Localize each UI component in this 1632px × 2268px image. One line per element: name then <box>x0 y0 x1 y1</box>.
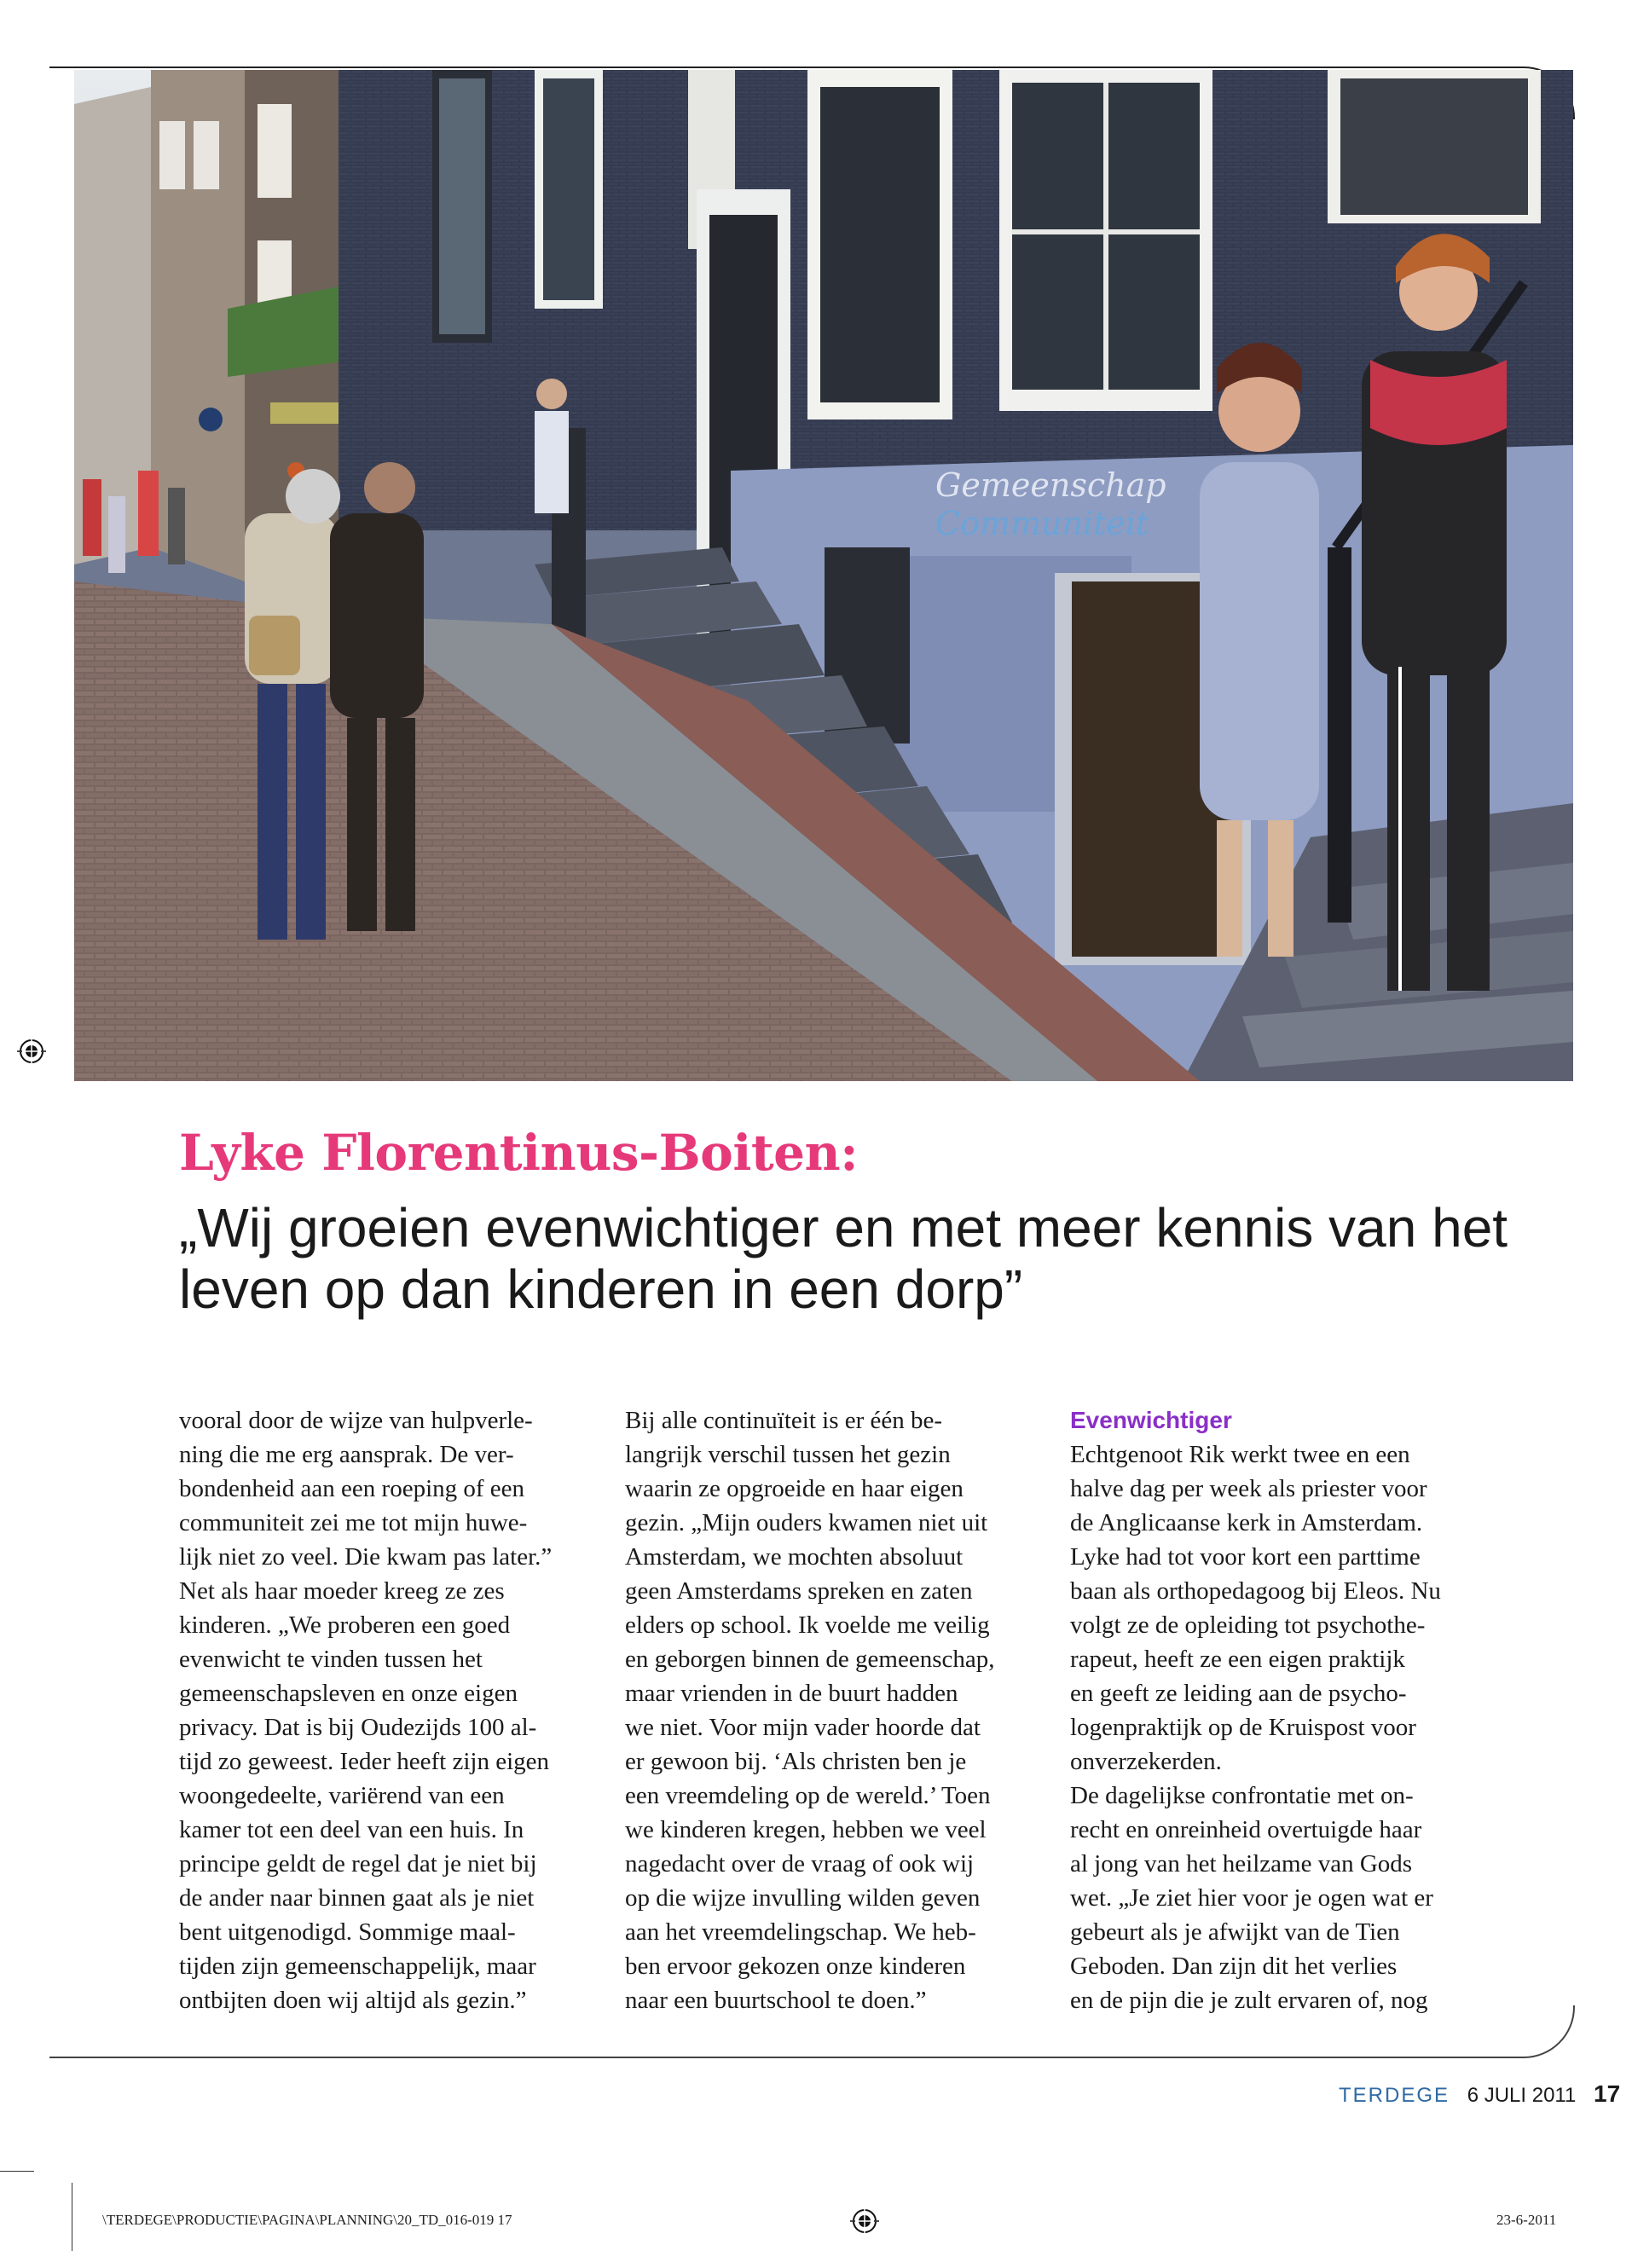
sign-text-communiteit: Communiteit <box>935 505 1149 542</box>
article-subtitle: „Wij groeien evenwichtiger en met meer kennis van het leven op dan kinderen in een dorp” <box>179 1197 1508 1320</box>
column-1-text: vooral door de wijze van hulpverle- ning die me erg aansprak. De ver- bondenheid aan een roeping of een communiteit zei me tot mijn huwe- lijk niet zo veel. Die kwam pas later.” Net als haar moeder kreeg ze zes kinderen. „We proberen een goed evenwicht te vinden tussen het gemeenschapsleven en onze eigen privacy. Dat is bij Oudezijds 100 al- tijd zo geweest. Ieder heeft zijn eigen woongedeelte, variërend van een kamer tot een deel van een huis. In principe geldt de regel dat je niet bij de ander naar binnen gaat als je niet bent uitgenodigd. Sommige maal- tijden zijn gemeenschappelijk, maar ontbijten doen wij altijd als gezin.” <box>179 1407 553 2014</box>
magazine-name: TERDEGE <box>1339 2084 1450 2107</box>
crop-mark <box>0 2171 34 2172</box>
trim-line-bottom <box>49 2057 1525 2058</box>
registration-mark-icon <box>850 2207 879 2236</box>
sign-text-gemeenschap: Gemeenschap <box>935 466 1166 504</box>
text-column-1 <box>179 1403 604 2017</box>
page-footer <box>1339 2080 1621 2115</box>
text-column-3 <box>1070 1403 1496 2017</box>
street-photo <box>74 70 1573 1081</box>
trim-line-top <box>49 67 1516 68</box>
column-3-text: Echtgenoot Rik werkt twee en een halve dag per week als priester voor de Anglicaanse kerk in Amsterdam. Lyke had tot voor kort een parttime baan als orthopedagoog bij Eleos. Nu volgt ze de opleiding tot psychothe- rapeut, heeft ze een eigen praktijk en geeft ze leiding aan de psycho- logenpraktijk op de Kruispost voor onverzekerden. De dagelijkse confrontatie met on- recht en onreinheid overtuigde haar al jong van het heilzame van Gods wet. „Je ziet hier voor je ogen wat er gebeurt als je afwijkt van de Tien Geboden. Dan zijn dit het verlies en de pijn die je zult ervaren of, nog <box>1070 1441 1441 2014</box>
slug-path: \TERDEGE\PRODUCTIE\PAGINA\PLANNING\20_TD_016-019 17 <box>102 2212 512 2228</box>
issue-date: 6 JULI 2011 <box>1467 2084 1577 2107</box>
page-number: 17 <box>1594 2080 1621 2107</box>
column-2-text: Bij alle continuïteit is er één be- langrijk verschil tussen het gezin waarin ze opgroeide en haar eigen gezin. „Mijn ouders kwamen niet uit Amsterdam, we mochten absoluut geen Amsterdams spreken en zaten elders op school. Ik voelde me veilig en geborgen binnen de gemeenschap, maar vrienden in de buurt hadden we niet. Voor mijn vader hoorde dat er gewoon bij. ‘Als christen ben je een vreemdeling op de wereld.’ Toen we kinderen kregen, hebben we veel nagedacht over de vraag of ook wij op die wijze invulling wilden geven aan het vreemdelingschap. We heb- ben ervoor gekozen onze kinderen naar een buurtschool te doen.” <box>625 1407 995 2014</box>
text-column-2 <box>625 1403 1050 2017</box>
section-heading: Evenwichtiger <box>1070 1407 1232 1433</box>
registration-mark-icon <box>17 1037 46 1066</box>
trim-corner-bottom <box>1505 2005 1575 2058</box>
slug-date: 23-6-2011 <box>1496 2212 1557 2228</box>
article-title: Lyke Florentinus-Boiten: <box>179 1124 859 1182</box>
